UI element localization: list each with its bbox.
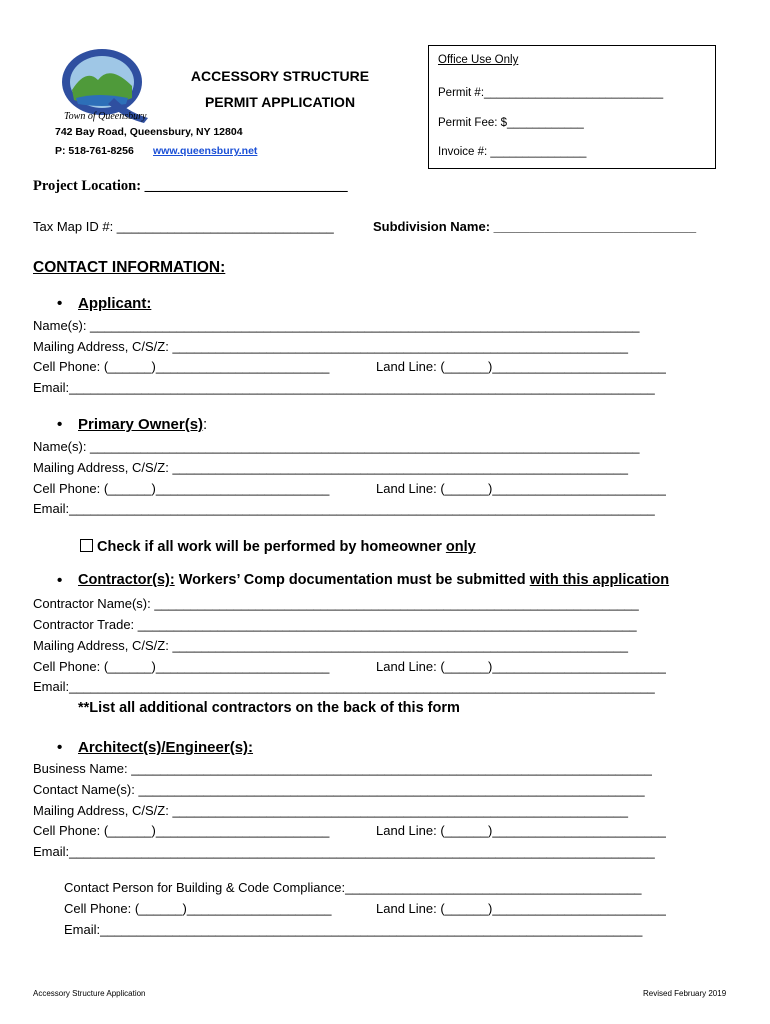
contractor-landline-field[interactable]: Land Line: (______)________________________	[376, 659, 666, 674]
owner-heading-colon: :	[203, 416, 208, 433]
bullet-icon: •	[57, 572, 63, 589]
logo-caption: Town of Queensbury	[64, 111, 147, 122]
form-title-line2: PERMIT APPLICATION	[204, 94, 356, 110]
owner-landline-field[interactable]: Land Line: (______)________________________	[376, 481, 666, 496]
owner-heading-label: Primary Owner(s)	[78, 416, 204, 433]
footer-revision-date: Revised February 2019	[643, 989, 727, 998]
bullet-icon: •	[57, 295, 63, 312]
tax-map-id-field[interactable]: Tax Map ID #: ______________________________	[33, 219, 334, 234]
owner-cell-field[interactable]: Cell Phone: (______)________________________	[33, 481, 330, 496]
homeowner-checkbox-row[interactable]	[80, 539, 476, 555]
architect-heading: Architect(s)/Engineer(s):	[78, 739, 254, 756]
applicant-landline-field[interactable]: Land Line: (______)________________________	[376, 359, 666, 374]
applicant-cell-field[interactable]: Cell Phone: (______)________________________	[33, 359, 330, 374]
applicant-mailing-field[interactable]: Mailing Address, C/S/Z: _______________________________________________________________	[33, 339, 628, 354]
bullet-icon: •	[57, 739, 63, 756]
subdivision-name-field[interactable]: Subdivision Name: ____________________________	[373, 219, 697, 234]
compliance-landline-field[interactable]: Land Line: (______)________________________	[376, 901, 666, 916]
architect-email-field[interactable]: Email:_________________________________________________________________________________	[33, 844, 655, 859]
project-location-field[interactable]: Project Location: ____________________________	[33, 178, 348, 194]
additional-contractors-note: **List all additional contractors on the back of this form	[78, 700, 460, 716]
town-phone: P: 518-761-8256	[55, 145, 134, 157]
owner-mailing-field[interactable]: Mailing Address, C/S/Z: _______________________________________________________________	[33, 460, 628, 475]
permit-number-field[interactable]: Permit #:____________________________	[438, 87, 664, 99]
architect-cell-field[interactable]: Cell Phone: (______)________________________	[33, 823, 330, 838]
form-title-line1: ACCESSORY STRUCTURE	[190, 68, 370, 84]
homeowner-checkbox-label: Check if all work will be performed by homeowner	[97, 539, 446, 555]
contractor-heading	[78, 572, 669, 588]
owner-email-field[interactable]: Email:_________________________________________________________________________________	[33, 501, 655, 516]
compliance-email-field[interactable]: Email:___________________________________________________________________________	[64, 922, 643, 937]
architect-contact-field[interactable]: Contact Name(s): ______________________________________________________________________	[33, 782, 645, 797]
architect-mailing-field[interactable]: Mailing Address, C/S/Z: _______________________________________________________________	[33, 803, 628, 818]
contractor-cell-field[interactable]: Cell Phone: (______)________________________	[33, 659, 330, 674]
invoice-number-field[interactable]: Invoice #: _______________	[438, 146, 587, 158]
contractor-workers-comp-note: Workers’ Comp documentation must be submitted	[174, 572, 530, 588]
town-website-link[interactable]: www.queensbury.net	[153, 145, 258, 157]
homeowner-checkbox[interactable]	[80, 539, 93, 552]
contractor-heading-label: Contractor(s):	[78, 572, 175, 588]
owner-name-field[interactable]: Name(s): ____________________________________________________________________________	[33, 439, 640, 454]
owner-heading	[78, 416, 207, 433]
compliance-cell-field[interactable]: Cell Phone: (______)____________________	[64, 901, 332, 916]
contact-information-heading: CONTACT INFORMATION:	[33, 259, 226, 276]
applicant-heading: Applicant:	[78, 295, 152, 312]
architect-landline-field[interactable]: Land Line: (______)________________________	[376, 823, 666, 838]
applicant-name-field[interactable]: Name(s): ____________________________________________________________________________	[33, 318, 640, 333]
architect-business-field[interactable]: Business Name: ________________________________________________________________________	[33, 761, 652, 776]
permit-fee-field[interactable]: Permit Fee: $____________	[438, 117, 584, 129]
contractor-name-field[interactable]: Contractor Name(s): ___________________________________________________________________	[33, 596, 639, 611]
contractor-note-emphasis: with this application	[529, 572, 670, 588]
bullet-icon: •	[57, 416, 63, 433]
office-use-title: Office Use Only	[438, 54, 519, 66]
contractor-email-field[interactable]: Email:_________________________________________________________________________________	[33, 679, 655, 694]
homeowner-only-label: only	[445, 539, 476, 555]
applicant-email-field[interactable]: Email:_________________________________________________________________________________	[33, 380, 655, 395]
contractor-mailing-field[interactable]: Mailing Address, C/S/Z: _______________________________________________________________	[33, 638, 628, 653]
contractor-trade-field[interactable]: Contractor Trade: _____________________________________________________________________	[33, 617, 637, 632]
compliance-contact-field[interactable]: Contact Person for Building & Code Compliance:_________________________________________	[64, 880, 642, 895]
footer-form-name: Accessory Structure Application	[33, 989, 146, 998]
town-address: 742 Bay Road, Queensbury, NY 12804	[55, 126, 243, 138]
